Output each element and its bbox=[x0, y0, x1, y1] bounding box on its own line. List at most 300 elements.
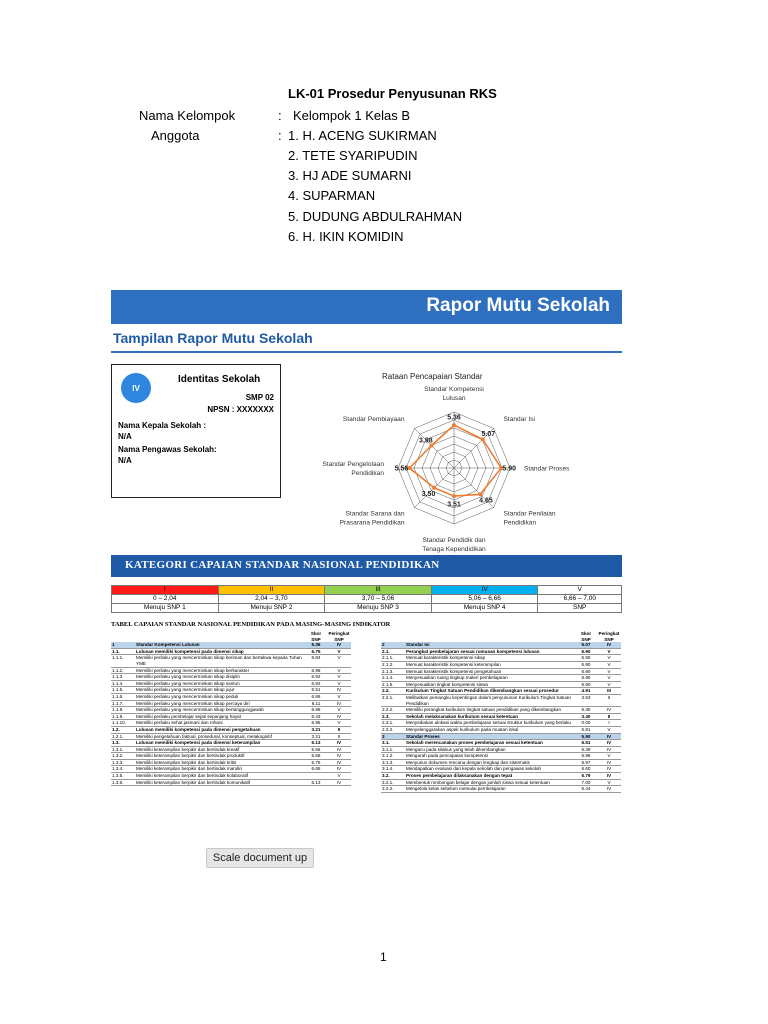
pengawas-value: N/A bbox=[118, 456, 132, 465]
rapor-mutu-image bbox=[111, 290, 622, 886]
radar-chart bbox=[286, 364, 622, 554]
chart-title: Rataan Pencapaian Standar bbox=[382, 372, 483, 381]
table-row bbox=[111, 713, 351, 720]
row-indicator: Memiliki perilaku yang mencerminkan sikap beriman dan bertakwa kepada Tuhan YME bbox=[135, 655, 305, 667]
row-peringkat: IV bbox=[597, 786, 621, 793]
radar-value-label: 5.36 bbox=[447, 414, 461, 422]
row-indicator: Melibatkan pemangku kepentingan dalam penyusunan Kurikulum Tingkat Satuan Pendidikan bbox=[405, 694, 575, 706]
row-skor: 6.90 bbox=[575, 675, 597, 682]
divider bbox=[111, 351, 622, 353]
row-peringkat: IV bbox=[597, 642, 621, 648]
row-peringkat: IV bbox=[597, 773, 621, 780]
row-skor: 6.84 bbox=[305, 655, 327, 667]
row-indicator: Menyesuaikan tingkat kompetensi siswa bbox=[405, 681, 575, 688]
row-indicator: Memiliki perilaku yang mencerminkan sikap santun bbox=[135, 680, 305, 687]
row-indicator: Memiliki keterampilan berpikir dan bertindak produktif bbox=[135, 753, 305, 760]
row-skor: 0.00 bbox=[575, 720, 597, 727]
row-peringkat: V bbox=[597, 726, 621, 733]
row-indicator: Memiliki perilaku yang mencerminkan sikap bertanggungjawab bbox=[135, 707, 305, 714]
table-row bbox=[111, 648, 351, 655]
row-skor: 3.53 bbox=[575, 694, 597, 706]
row-peringkat: IV bbox=[597, 707, 621, 714]
row-indicator: Menyusun dokumen rencana dengan lengkap dan sistematis bbox=[405, 759, 575, 766]
table-row bbox=[381, 661, 621, 668]
row-indicator: Memuat karakteristik kompetensi keterampilan bbox=[405, 661, 575, 668]
table-row bbox=[111, 707, 351, 714]
row-number: 3.1.3. bbox=[381, 759, 405, 766]
kategori-label: II bbox=[218, 586, 325, 595]
row-number: 3.1.1. bbox=[381, 746, 405, 753]
row-peringkat: IV bbox=[327, 779, 351, 786]
kepala-value: N/A bbox=[118, 432, 132, 441]
row-peringkat: I bbox=[597, 720, 621, 727]
table-row bbox=[111, 693, 351, 700]
row-number: 1.3.5. bbox=[111, 773, 135, 780]
radar-spoke bbox=[414, 428, 454, 468]
row-number: 1.1.2. bbox=[111, 667, 135, 674]
table-row bbox=[381, 688, 621, 695]
table-row bbox=[111, 733, 351, 740]
row-number: 2.2.1. bbox=[381, 694, 405, 706]
row-number: 3.1.4. bbox=[381, 766, 405, 773]
row-indicator: Memiliki keterampilan berpikir dan bertindak mandiri bbox=[135, 766, 305, 773]
row-peringkat: V bbox=[597, 779, 621, 786]
group-row bbox=[139, 108, 539, 124]
header-cell bbox=[381, 631, 405, 642]
row-skor: 5.75 bbox=[305, 759, 327, 766]
rapor-banner-title: Rapor Mutu Sekolah bbox=[426, 295, 610, 316]
row-number: 3.2.2. bbox=[381, 786, 405, 793]
row-skor: 6.13 bbox=[305, 779, 327, 786]
radar-category-label: Standar Pendidik dan Tenaga Kependidikan bbox=[422, 537, 486, 553]
radar-category-label: Standar Isi bbox=[503, 416, 536, 424]
radar-value-label: 3.51 bbox=[447, 501, 461, 509]
row-number: 1.1.4. bbox=[111, 680, 135, 687]
row-indicator: Kurikulum Tingkat Satuan Pendidikan dikembangkan sesuai prosedur bbox=[405, 688, 575, 695]
table-row bbox=[381, 720, 621, 727]
kategori-label-row bbox=[112, 586, 622, 595]
table-row bbox=[111, 766, 351, 773]
row-skor: 6.98 bbox=[305, 667, 327, 674]
row-indicator: Standar Isi bbox=[405, 642, 575, 648]
table-row bbox=[111, 655, 351, 667]
row-skor: 5.79 bbox=[575, 773, 597, 780]
row-indicator: Memiliki keterampilan berpikir dan bertindak kreatif bbox=[135, 746, 305, 753]
member-item: 1. H. ACENG SUKIRMAN bbox=[288, 128, 437, 143]
member-item: 6. H. IKIN KOMIDIN bbox=[288, 229, 404, 244]
row-number: 3.1.2. bbox=[381, 753, 405, 760]
row-skor: 6.90 bbox=[575, 668, 597, 675]
table-row bbox=[381, 681, 621, 688]
kategori-label: V bbox=[538, 586, 622, 595]
row-indicator: Memuat karakteristik kompetensi pengetahuan bbox=[405, 668, 575, 675]
radar-value-label: 5.90 bbox=[502, 465, 517, 473]
row-peringkat: V bbox=[597, 668, 621, 675]
radar-point bbox=[452, 423, 456, 427]
row-number: 1 bbox=[111, 642, 135, 648]
row-peringkat: IV bbox=[327, 700, 351, 707]
row-skor: 6.98 bbox=[575, 753, 597, 760]
indikator-table-left bbox=[111, 631, 351, 786]
table-row bbox=[111, 773, 351, 780]
row-peringkat: IV bbox=[327, 687, 351, 694]
kategori-menuju-row bbox=[112, 604, 622, 613]
kategori-range: 6,66 – 7,00 bbox=[538, 595, 622, 604]
radar-category-label: Standar Kompetensi Lulusan bbox=[424, 386, 484, 402]
table-row bbox=[111, 667, 351, 674]
radar-category-label: Standar Proses bbox=[524, 465, 570, 473]
page-number: 1 bbox=[380, 950, 387, 964]
row-skor: 6.44 bbox=[575, 786, 597, 793]
row-skor: 6.75 bbox=[305, 648, 327, 655]
kategori-menuju: Menuju SNP 4 bbox=[431, 604, 538, 613]
row-peringkat: IV bbox=[597, 766, 621, 773]
row-number: 1.3. bbox=[111, 740, 135, 747]
table-row bbox=[381, 668, 621, 675]
row-skor: 5.90 bbox=[575, 733, 597, 740]
row-peringkat: V bbox=[327, 693, 351, 700]
row-peringkat: V bbox=[597, 753, 621, 760]
row-number: 2 bbox=[381, 642, 405, 648]
row-skor: 3.21 bbox=[305, 733, 327, 740]
row-skor: 5.36 bbox=[305, 642, 327, 648]
row-skor: 6.39 bbox=[575, 746, 597, 753]
row-indicator: Proses pembelajaran dilaksanakan dengan tepat bbox=[405, 773, 575, 780]
row-skor: 5.97 bbox=[575, 759, 597, 766]
row-skor: 6.81 bbox=[575, 726, 597, 733]
row-indicator: Memiliki perangkat kurikulum tingkat satuan pendidikan yang dikembangkan bbox=[405, 707, 575, 714]
row-skor: 6.65 bbox=[305, 766, 327, 773]
row-peringkat: IV bbox=[327, 713, 351, 720]
row-skor: 6.96 bbox=[305, 707, 327, 714]
row-skor: 6.51 bbox=[575, 740, 597, 747]
radar-value-label: 5.07 bbox=[481, 431, 496, 439]
row-number: 3 bbox=[381, 733, 405, 740]
table-row bbox=[111, 740, 351, 747]
row-number: 2.1.3. bbox=[381, 668, 405, 675]
row-peringkat: IV bbox=[327, 740, 351, 747]
radar-category-label: Standar Penilaian Pendidikan bbox=[503, 510, 556, 527]
row-indicator: Mengacu pada silabus yang telah dikembangkan bbox=[405, 746, 575, 753]
row-skor: 6.43 bbox=[305, 713, 327, 720]
table-row bbox=[381, 779, 621, 786]
table-row bbox=[381, 726, 621, 733]
row-skor: 5.56 bbox=[305, 746, 327, 753]
table-header bbox=[381, 631, 621, 642]
row-indicator: Lulusan memiliki kompetensi pada dimensi sikap bbox=[135, 648, 305, 655]
kategori-range: 3,70 – 5,06 bbox=[325, 595, 432, 604]
radar-category-label: Standar Pembiayaan bbox=[342, 416, 405, 424]
kategori-menuju: Menuju SNP 1 bbox=[112, 604, 219, 613]
row-number: 2.2. bbox=[381, 688, 405, 695]
kategori-label: IV bbox=[431, 586, 538, 595]
row-indicator: Memiliki perilaku yang mencerminkan sikap disiplin bbox=[135, 674, 305, 681]
header-cell bbox=[111, 631, 135, 642]
row-peringkat: IV bbox=[597, 733, 621, 740]
kategori-range: 5,06 – 6,66 bbox=[431, 595, 538, 604]
table-row bbox=[381, 694, 621, 706]
row-number: 3.2.1. bbox=[381, 779, 405, 786]
row-skor: 6.13 bbox=[305, 740, 327, 747]
school-npsn: NPSN : XXXXXXX bbox=[207, 405, 274, 414]
row-indicator: Mengelola kelas sebelum memulai pembelajaran bbox=[405, 786, 575, 793]
header-skor: Skor SNP bbox=[580, 631, 592, 642]
row-skor: 6.11 bbox=[305, 700, 327, 707]
row-skor: 6.90 bbox=[575, 661, 597, 668]
row-peringkat: II bbox=[327, 733, 351, 740]
table-row bbox=[111, 746, 351, 753]
row-number: 1.3.4. bbox=[111, 766, 135, 773]
row-peringkat: V bbox=[597, 661, 621, 668]
row-indicator: Membentuk rombongan belajar dengan jumlah siswa sesuai ketentuan bbox=[405, 779, 575, 786]
row-skor: 6.51 bbox=[305, 687, 327, 694]
school-name: SMP 02 bbox=[245, 393, 274, 402]
row-indicator: Menyesuaikan ruang lingkup materi pembelajaran bbox=[405, 675, 575, 682]
header-cell bbox=[405, 631, 575, 642]
row-indicator: Memiliki keterampilan berpikir dan bertindak kolaboratif bbox=[135, 773, 305, 780]
row-peringkat: IV bbox=[597, 759, 621, 766]
row-number: 2.2.2. bbox=[381, 707, 405, 714]
row-skor: 6.90 bbox=[575, 681, 597, 688]
table-row bbox=[381, 707, 621, 714]
kategori-table bbox=[111, 585, 622, 613]
row-peringkat: V bbox=[597, 681, 621, 688]
table-row bbox=[381, 746, 621, 753]
group-value: Kelompok 1 Kelas B bbox=[293, 108, 411, 123]
table-row bbox=[381, 655, 621, 662]
table-row bbox=[381, 740, 621, 747]
row-indicator: Memuat karakteristik kompetensi sikap bbox=[405, 655, 575, 662]
identity-title: Identitas Sekolah bbox=[178, 374, 261, 385]
member-item: 4. SUPARMAN bbox=[288, 188, 376, 203]
row-indicator: Memiliki perilaku yang mencerminkan sikap peduli bbox=[135, 693, 305, 700]
row-indicator: Standar Kompetensi Lulusan bbox=[135, 642, 305, 648]
row-indicator: Lulusan memiliki kompetensi pada dimensi keterampilan bbox=[135, 740, 305, 747]
row-number: 2.1.1. bbox=[381, 655, 405, 662]
scale-document-tooltip[interactable]: Scale document up bbox=[206, 848, 314, 868]
row-skor: 6.92 bbox=[305, 674, 327, 681]
table-row bbox=[381, 753, 621, 760]
pengawas-label: Nama Pengawas Sekolah: bbox=[118, 445, 217, 454]
row-number: 1.1.10. bbox=[111, 720, 135, 727]
row-skor: 6.60 bbox=[575, 766, 597, 773]
row-peringkat: III bbox=[597, 688, 621, 695]
table-row bbox=[111, 720, 351, 727]
kategori-range-row bbox=[112, 595, 622, 604]
row-peringkat: IV bbox=[327, 642, 351, 648]
row-peringkat: IV bbox=[327, 759, 351, 766]
member-item: 3. HJ ADE SUMARNI bbox=[288, 168, 412, 183]
row-peringkat: V bbox=[327, 680, 351, 687]
row-number: 1.2. bbox=[111, 726, 135, 733]
row-indicator: Memiliki keterampilan berpikir dan bertindak kritis bbox=[135, 759, 305, 766]
row-indicator: Memiliki keterampilan berpikir dan bertindak komunikatif bbox=[135, 779, 305, 786]
row-skor: 6.90 bbox=[575, 648, 597, 655]
kategori-label: III bbox=[325, 586, 432, 595]
row-number: 1.3.3. bbox=[111, 759, 135, 766]
table-row bbox=[111, 759, 351, 766]
row-indicator: Menyediakan alokasi waktu pembelajaran sesuai struktur kurikulum yang berlaku bbox=[405, 720, 575, 727]
table-row bbox=[381, 733, 621, 740]
table-row bbox=[381, 713, 621, 720]
row-number: 1.1.8. bbox=[111, 707, 135, 714]
row-peringkat: V bbox=[327, 667, 351, 674]
radar-value-label: 4.65 bbox=[479, 497, 493, 505]
row-peringkat: IV bbox=[597, 746, 621, 753]
row-peringkat: IV bbox=[327, 766, 351, 773]
radar-value-label: 3.98 bbox=[419, 437, 433, 445]
row-indicator: Mendapatkan evaluasi dari kepala sekolah dan pengawas sekolah bbox=[405, 766, 575, 773]
row-peringkat: V bbox=[597, 655, 621, 662]
row-indicator: Standar Proses bbox=[405, 733, 575, 740]
table-row bbox=[381, 759, 621, 766]
row-skor: 6.90 bbox=[575, 655, 597, 662]
kategori-range: 2,04 – 3,70 bbox=[218, 595, 325, 604]
kategori-menuju: Menuju SNP 3 bbox=[325, 604, 432, 613]
row-peringkat: V bbox=[327, 648, 351, 655]
kategori-title: KATEGORI CAPAIAN STANDAR NASIONAL PENDIDIKAN bbox=[125, 559, 440, 571]
row-skor: 5.68 bbox=[305, 753, 327, 760]
table-row bbox=[111, 726, 351, 733]
row-peringkat: V bbox=[597, 675, 621, 682]
row-skor: 3.40 bbox=[575, 713, 597, 720]
radar-point bbox=[452, 494, 456, 498]
snp-table-title: TABEL CAPAIAN STANDAR NASIONAL PENDIDIKAN PADA MASING-MASING INDIKATOR bbox=[111, 621, 391, 628]
kategori-menuju: SNP bbox=[538, 604, 622, 613]
table-row bbox=[111, 680, 351, 687]
table-row bbox=[111, 753, 351, 760]
row-number: 1.3.6. bbox=[111, 779, 135, 786]
row-indicator: Memiliki perilaku pembelajar sejati sepanjang hayat bbox=[135, 713, 305, 720]
row-indicator: Memiliki perilaku yang mencerminkan sikap jujur bbox=[135, 687, 305, 694]
row-skor: 7.00 bbox=[575, 779, 597, 786]
row-number: 1.1.9. bbox=[111, 713, 135, 720]
member-item: 5. DUDUNG ABDULRAHMAN bbox=[288, 209, 463, 224]
row-skor: 3.21 bbox=[305, 726, 327, 733]
table-row bbox=[111, 687, 351, 694]
row-number: 1.2.1. bbox=[111, 733, 135, 740]
row-number: 2.3. bbox=[381, 713, 405, 720]
row-indicator: Memiliki perilaku yang mencerminkan sikap percaya diri bbox=[135, 700, 305, 707]
row-peringkat: V bbox=[327, 773, 351, 780]
row-number: 1.1.1. bbox=[111, 655, 135, 667]
row-peringkat: IV bbox=[597, 740, 621, 747]
radar-point bbox=[432, 486, 436, 490]
header-peringkat: Peringkat SNP bbox=[598, 631, 620, 642]
row-number: 2.3.2. bbox=[381, 726, 405, 733]
table-header bbox=[111, 631, 351, 642]
radar-value-label: 3.50 bbox=[421, 490, 436, 498]
indikator-table-right bbox=[381, 631, 621, 793]
identity-box bbox=[111, 364, 281, 498]
table-row bbox=[381, 648, 621, 655]
row-number: 2.1. bbox=[381, 648, 405, 655]
row-peringkat: II bbox=[597, 713, 621, 720]
row-number: 1.3.1. bbox=[111, 746, 135, 753]
document-title: LK-01 Prosedur Penyusunan RKS bbox=[288, 86, 497, 101]
row-peringkat: II bbox=[327, 726, 351, 733]
members-label: Anggota bbox=[151, 128, 200, 143]
radar-category-label: Standar Sarana dan Prasarana Pendidikan bbox=[339, 510, 405, 527]
row-peringkat: V bbox=[327, 707, 351, 714]
kategori-label: I bbox=[112, 586, 219, 595]
row-skor: 6.30 bbox=[575, 707, 597, 714]
table-row bbox=[111, 700, 351, 707]
members-colon: : bbox=[278, 128, 282, 143]
group-label: Nama Kelompok bbox=[139, 108, 236, 123]
row-indicator: Menyelenggarakan aspek kurikulum pada muatan lokal bbox=[405, 726, 575, 733]
row-number: 1.3.2. bbox=[111, 753, 135, 760]
kepala-label: Nama Kepala Sekolah : bbox=[118, 421, 207, 430]
row-peringkat: V bbox=[327, 674, 351, 681]
row-indicator: Sekolah merencanakan proses pembelajaran sesuai ketentuan bbox=[405, 740, 575, 747]
row-number: 1.1. bbox=[111, 648, 135, 655]
row-indicator: Mengarah pada pencapaian kompetensi bbox=[405, 753, 575, 760]
kategori-menuju: Menuju SNP 2 bbox=[218, 604, 325, 613]
row-peringkat: V bbox=[327, 655, 351, 667]
row-number: 3.1. bbox=[381, 740, 405, 747]
row-skor: 6.86 bbox=[305, 693, 327, 700]
table-row bbox=[111, 779, 351, 786]
row-number: 1.1.6. bbox=[111, 693, 135, 700]
member-item: 2. TETE SYARIPUDIN bbox=[288, 148, 418, 163]
row-number: 1.1.5. bbox=[111, 687, 135, 694]
row-number: 1.1.7. bbox=[111, 700, 135, 707]
row-number: 3.2. bbox=[381, 773, 405, 780]
row-peringkat: IV bbox=[327, 753, 351, 760]
row-skor: 5.07 bbox=[575, 642, 597, 648]
table-row bbox=[381, 773, 621, 780]
row-peringkat: V bbox=[597, 648, 621, 655]
header-skor: Skor SNP bbox=[310, 631, 322, 642]
row-indicator: Memiliki perilaku yang mencerminkan sikap berkarakter bbox=[135, 667, 305, 674]
table-row bbox=[381, 766, 621, 773]
radar-svg bbox=[286, 364, 622, 554]
row-skor: 6.92 bbox=[305, 680, 327, 687]
header-peringkat: Peringkat SNP bbox=[328, 631, 350, 642]
row-skor bbox=[305, 773, 327, 780]
row-skor: 6.95 bbox=[305, 720, 327, 727]
category-badge: IV bbox=[121, 373, 151, 403]
radar-category-label: Standar Pengelolaan Pendidikan bbox=[322, 461, 384, 477]
table-row bbox=[381, 786, 621, 793]
row-number: 2.1.4. bbox=[381, 675, 405, 682]
rapor-subtitle: Tampilan Rapor Mutu Sekolah bbox=[113, 330, 313, 346]
header-cell bbox=[135, 631, 305, 642]
row-number: 1.1.3. bbox=[111, 674, 135, 681]
radar-point bbox=[478, 492, 482, 496]
rapor-banner bbox=[111, 290, 622, 324]
row-peringkat: II bbox=[597, 694, 621, 706]
group-colon: : bbox=[278, 108, 282, 123]
kategori-bar bbox=[111, 555, 622, 577]
kategori-range: 0 – 2,04 bbox=[112, 595, 219, 604]
row-indicator: Lulusan memiliki kompetensi pada dimensi pengetahuan bbox=[135, 726, 305, 733]
row-skor: 4.91 bbox=[575, 688, 597, 695]
row-indicator: Memiliki perilaku sehat jasmani dan rohani bbox=[135, 720, 305, 727]
row-indicator: Perangkat pembelajaran sesuai rumusan kompetensi lulusan bbox=[405, 648, 575, 655]
table-row bbox=[111, 674, 351, 681]
row-peringkat: V bbox=[327, 720, 351, 727]
row-indicator: Sekolah melaksanakan kurikulum sesuai ketentuan bbox=[405, 713, 575, 720]
row-number: 2.3.1. bbox=[381, 720, 405, 727]
row-number: 2.1.2. bbox=[381, 661, 405, 668]
table-row bbox=[381, 675, 621, 682]
row-indicator: Memiliki pengetahuan faktual, prosedural, konseptual, metakognitif bbox=[135, 733, 305, 740]
row-peringkat: IV bbox=[327, 746, 351, 753]
radar-value-label: 5.56 bbox=[394, 465, 409, 473]
row-number: 2.1.5. bbox=[381, 681, 405, 688]
